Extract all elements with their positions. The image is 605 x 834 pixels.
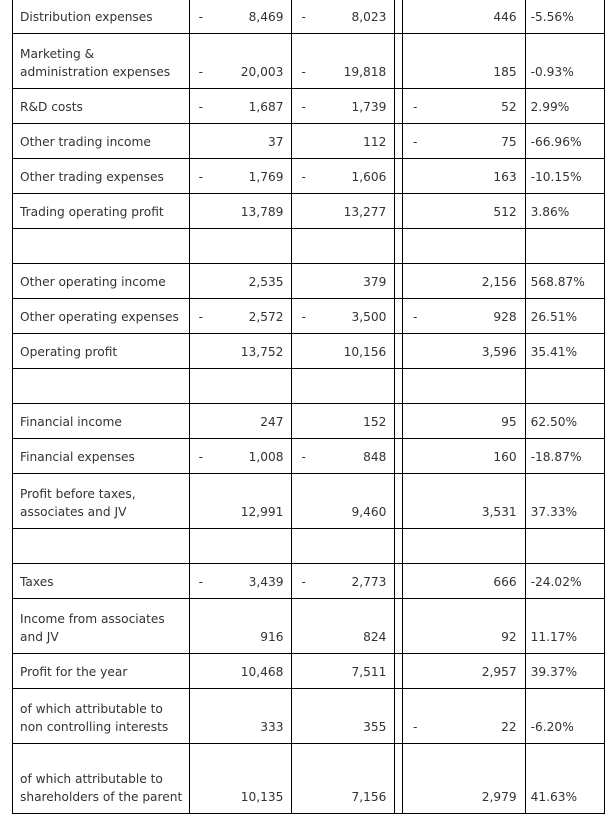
table-row	[13, 89, 605, 124]
value-text: 3,596	[481, 345, 517, 359]
negative-sign: -	[413, 100, 418, 114]
value-text: 112	[363, 135, 387, 149]
table-row	[13, 404, 605, 439]
row-label: Other trading expenses	[13, 159, 190, 194]
negative-sign: -	[198, 10, 203, 24]
prior-year-value	[292, 744, 395, 814]
percent-change: -0.93%	[525, 34, 604, 89]
row-label: Income from associates and JV	[13, 599, 190, 654]
negative-sign: -	[301, 310, 306, 324]
value-text: 1,687	[248, 100, 284, 114]
value-text: 13,752	[240, 345, 284, 359]
percent-change: 37.33%	[525, 474, 604, 529]
prior-year-value	[292, 124, 395, 159]
table-row	[13, 334, 605, 369]
negative-sign: -	[301, 65, 306, 79]
value-text: 3,439	[248, 575, 284, 589]
difference-value	[403, 334, 526, 369]
value-text: 163	[493, 170, 517, 184]
spacer-cell	[395, 334, 403, 369]
difference-value	[403, 689, 526, 744]
table-row	[13, 0, 605, 34]
percent-change: -18.87%	[525, 439, 604, 474]
table-row	[13, 654, 605, 689]
difference-value	[403, 34, 526, 89]
value-text: 10,135	[240, 790, 284, 804]
value-text: 2,572	[248, 310, 284, 324]
percent-change: -24.02%	[525, 564, 604, 599]
spacer-cell	[395, 369, 403, 404]
table-row	[13, 439, 605, 474]
row-label: Distribution expenses	[13, 0, 190, 34]
difference-value	[403, 474, 526, 529]
spacer-cell	[395, 529, 403, 564]
table-row	[13, 744, 605, 814]
current-year-value	[189, 229, 292, 264]
spacer-cell	[395, 0, 403, 34]
percent-change: 568.87%	[525, 264, 604, 299]
negative-sign: -	[301, 10, 306, 24]
difference-value	[403, 744, 526, 814]
current-year-value	[189, 474, 292, 529]
value-text: 446	[493, 10, 517, 24]
spacer-cell	[395, 689, 403, 744]
row-label: Taxes	[13, 564, 190, 599]
row-label	[13, 229, 190, 264]
negative-sign: -	[301, 170, 306, 184]
value-text: 22	[501, 720, 517, 734]
current-year-value	[189, 334, 292, 369]
negative-sign: -	[198, 450, 203, 464]
prior-year-value	[292, 599, 395, 654]
negative-sign: -	[198, 310, 203, 324]
value-text: 3,531	[481, 505, 517, 519]
prior-year-value	[292, 0, 395, 34]
negative-sign: -	[413, 720, 418, 734]
difference-value	[403, 564, 526, 599]
table-row	[13, 299, 605, 334]
spacer-cell	[395, 264, 403, 299]
row-label	[13, 369, 190, 404]
percent-change: 41.63%	[525, 744, 604, 814]
difference-value	[403, 654, 526, 689]
row-label: Profit before taxes, associates and JV	[13, 474, 190, 529]
row-label: of which attributable to non controlling interests	[13, 689, 190, 744]
current-year-value	[189, 299, 292, 334]
value-text: 19,818	[343, 65, 387, 79]
percent-change: -10.15%	[525, 159, 604, 194]
value-text: 1,008	[248, 450, 284, 464]
value-text: 3,500	[351, 310, 387, 324]
prior-year-value	[292, 194, 395, 229]
negative-sign: -	[198, 65, 203, 79]
spacer-cell	[395, 89, 403, 124]
difference-value	[403, 264, 526, 299]
negative-sign: -	[301, 575, 306, 589]
prior-year-value	[292, 689, 395, 744]
negative-sign: -	[198, 575, 203, 589]
current-year-value	[189, 744, 292, 814]
row-label: Other operating expenses	[13, 299, 190, 334]
row-label: Other trading income	[13, 124, 190, 159]
difference-value	[403, 439, 526, 474]
value-text: 75	[501, 135, 517, 149]
spacer-cell	[395, 229, 403, 264]
prior-year-value	[292, 474, 395, 529]
value-text: 185	[493, 65, 517, 79]
value-text: 9,460	[351, 505, 387, 519]
blank-row	[13, 229, 605, 264]
percent-change	[525, 229, 604, 264]
negative-sign: -	[301, 450, 306, 464]
table-row	[13, 599, 605, 654]
spacer-cell	[395, 194, 403, 229]
prior-year-value	[292, 299, 395, 334]
spacer-cell	[395, 744, 403, 814]
row-label: Marketing & administration expenses	[13, 34, 190, 89]
value-text: 666	[493, 575, 517, 589]
table-row	[13, 564, 605, 599]
value-text: 13,789	[240, 205, 284, 219]
value-text: 333	[260, 720, 284, 734]
row-label: of which attributable to shareholders of the parent	[13, 744, 190, 814]
prior-year-value	[292, 34, 395, 89]
current-year-value	[189, 654, 292, 689]
prior-year-value	[292, 404, 395, 439]
prior-year-value	[292, 264, 395, 299]
negative-sign: -	[198, 170, 203, 184]
current-year-value	[189, 369, 292, 404]
difference-value	[403, 529, 526, 564]
percent-change	[525, 529, 604, 564]
prior-year-value	[292, 369, 395, 404]
income-statement-table	[12, 0, 605, 814]
difference-value	[403, 599, 526, 654]
percent-change: -6.20%	[525, 689, 604, 744]
prior-year-value	[292, 89, 395, 124]
value-text: 1,769	[248, 170, 284, 184]
table-row	[13, 689, 605, 744]
percent-change: 11.17%	[525, 599, 604, 654]
value-text: 2,979	[481, 790, 517, 804]
row-label: R&D costs	[13, 89, 190, 124]
value-text: 2,773	[351, 575, 387, 589]
table-row	[13, 124, 605, 159]
difference-value	[403, 159, 526, 194]
table-row	[13, 34, 605, 89]
value-text: 7,156	[351, 790, 387, 804]
spacer-cell	[395, 159, 403, 194]
negative-sign: -	[413, 310, 418, 324]
prior-year-value	[292, 334, 395, 369]
spacer-cell	[395, 654, 403, 689]
current-year-value	[189, 529, 292, 564]
value-text: 95	[501, 415, 517, 429]
percent-change: 26.51%	[525, 299, 604, 334]
spacer-cell	[395, 474, 403, 529]
difference-value	[403, 229, 526, 264]
value-text: 10,468	[240, 665, 284, 679]
percent-change	[525, 369, 604, 404]
row-label: Financial expenses	[13, 439, 190, 474]
value-text: 1,606	[351, 170, 387, 184]
percent-change: -66.96%	[525, 124, 604, 159]
spacer-cell	[395, 299, 403, 334]
current-year-value	[189, 264, 292, 299]
value-text: 12,991	[240, 505, 284, 519]
difference-value	[403, 0, 526, 34]
value-text: 8,469	[248, 10, 284, 24]
prior-year-value	[292, 439, 395, 474]
negative-sign: -	[413, 135, 418, 149]
percent-change: -5.56%	[525, 0, 604, 34]
current-year-value	[189, 439, 292, 474]
current-year-value	[189, 0, 292, 34]
spacer-cell	[395, 599, 403, 654]
row-label: Financial income	[13, 404, 190, 439]
difference-value	[403, 89, 526, 124]
value-text: 160	[493, 450, 517, 464]
table-row	[13, 159, 605, 194]
value-text: 20,003	[240, 65, 284, 79]
negative-sign: -	[301, 100, 306, 114]
value-text: 1,739	[351, 100, 387, 114]
row-label: Other operating income	[13, 264, 190, 299]
value-text: 2,535	[248, 275, 284, 289]
current-year-value	[189, 34, 292, 89]
value-text: 247	[260, 415, 284, 429]
table-row	[13, 194, 605, 229]
value-text: 379	[363, 275, 387, 289]
current-year-value	[189, 599, 292, 654]
percent-change: 2.99%	[525, 89, 604, 124]
value-text: 92	[501, 630, 517, 644]
value-text: 512	[493, 205, 517, 219]
spacer-cell	[395, 439, 403, 474]
row-label: Trading operating profit	[13, 194, 190, 229]
row-label	[13, 529, 190, 564]
spacer-cell	[395, 124, 403, 159]
table-row	[13, 474, 605, 529]
value-text: 848	[363, 450, 387, 464]
spacer-cell	[395, 34, 403, 89]
spacer-cell	[395, 404, 403, 439]
value-text: 916	[260, 630, 284, 644]
blank-row	[13, 369, 605, 404]
row-label: Operating profit	[13, 334, 190, 369]
prior-year-value	[292, 564, 395, 599]
value-text: 7,511	[351, 665, 387, 679]
current-year-value	[189, 564, 292, 599]
percent-change: 3.86%	[525, 194, 604, 229]
row-label: Profit for the year	[13, 654, 190, 689]
prior-year-value	[292, 529, 395, 564]
value-text: 37	[267, 135, 284, 149]
negative-sign: -	[198, 100, 203, 114]
difference-value	[403, 194, 526, 229]
current-year-value	[189, 159, 292, 194]
difference-value	[403, 124, 526, 159]
percent-change: 35.41%	[525, 334, 604, 369]
value-text: 2,156	[481, 275, 517, 289]
current-year-value	[189, 124, 292, 159]
difference-value	[403, 369, 526, 404]
value-text: 13,277	[343, 205, 387, 219]
value-text: 10,156	[343, 345, 387, 359]
value-text: 928	[493, 310, 517, 324]
spacer-cell	[395, 564, 403, 599]
percent-change: 62.50%	[525, 404, 604, 439]
value-text: 152	[363, 415, 387, 429]
current-year-value	[189, 89, 292, 124]
value-text: 824	[363, 630, 387, 644]
table-row	[13, 264, 605, 299]
value-text: 2,957	[481, 665, 517, 679]
percent-change: 39.37%	[525, 654, 604, 689]
value-text: 8,023	[351, 10, 387, 24]
value-text: 355	[363, 720, 387, 734]
current-year-value	[189, 194, 292, 229]
prior-year-value	[292, 159, 395, 194]
value-text: 52	[501, 100, 517, 114]
prior-year-value	[292, 654, 395, 689]
prior-year-value	[292, 229, 395, 264]
current-year-value	[189, 404, 292, 439]
difference-value	[403, 299, 526, 334]
current-year-value	[189, 689, 292, 744]
blank-row	[13, 529, 605, 564]
difference-value	[403, 404, 526, 439]
